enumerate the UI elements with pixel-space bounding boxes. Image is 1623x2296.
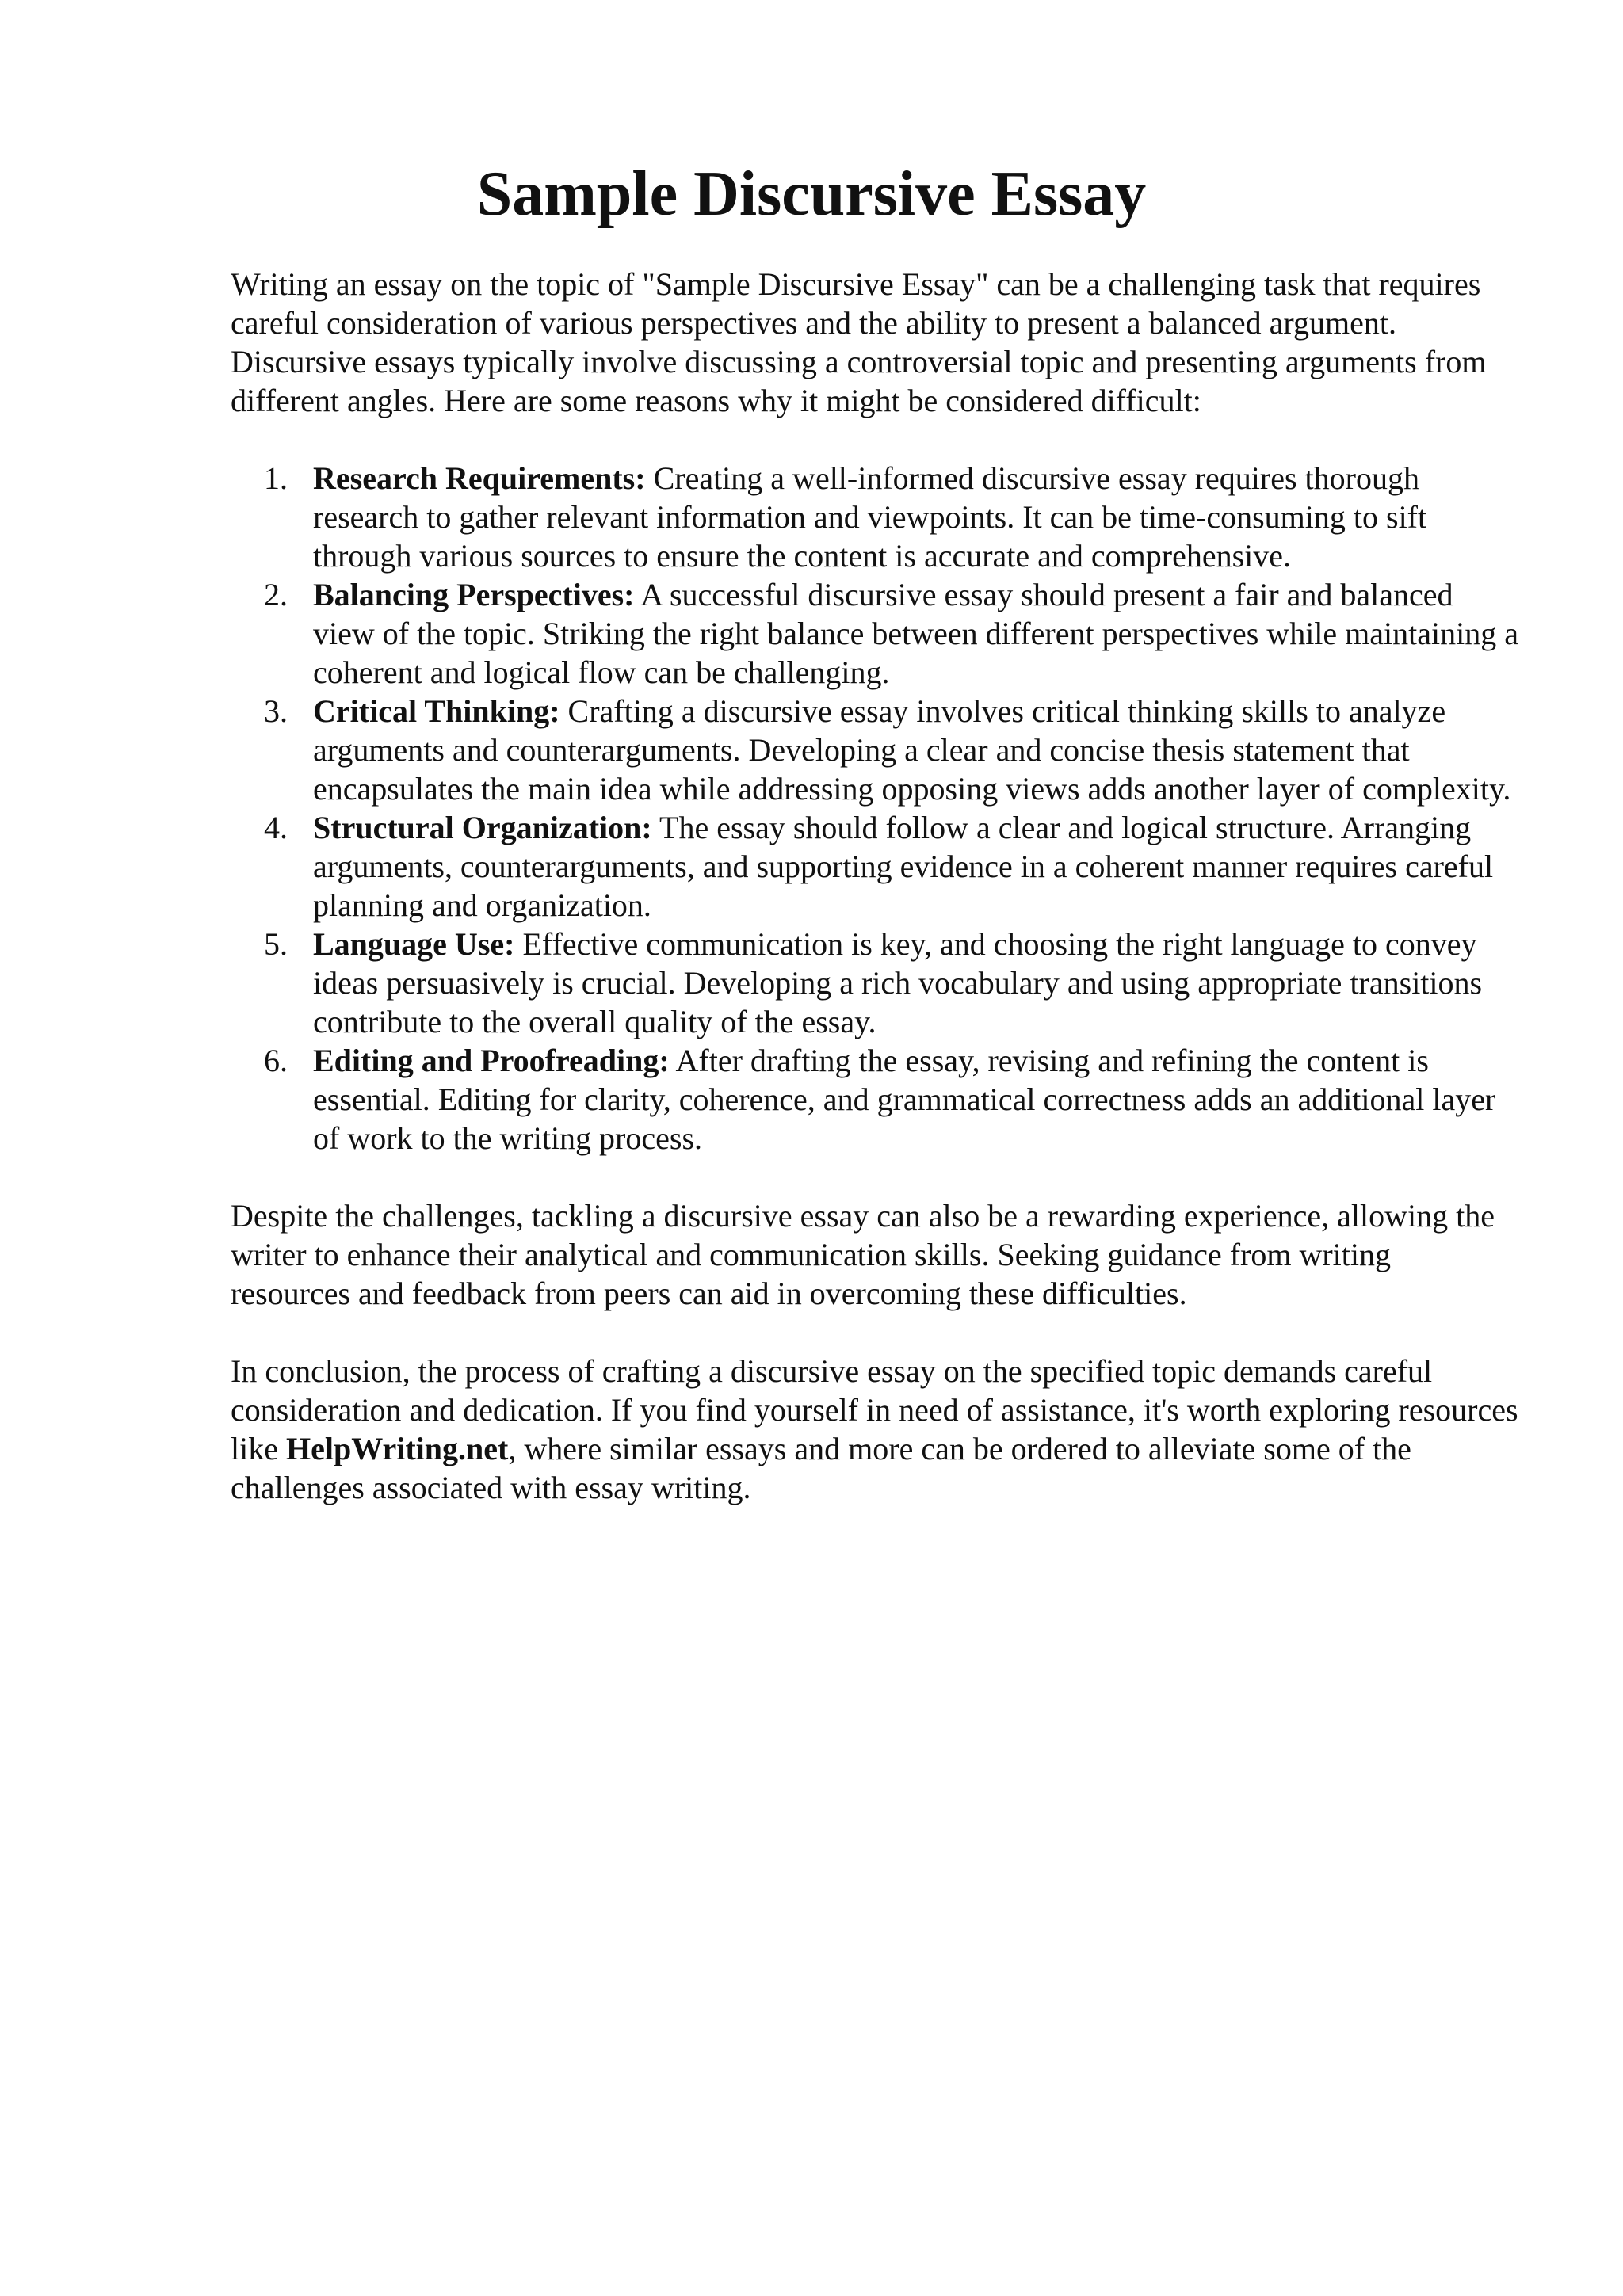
list-text: Effective communication is key, and choosing the right language to convey ideas persuasively is crucial. Developing a rich vocabulary and using appropriate transitions contribute to the overall quality of the essay. <box>313 926 1483 1039</box>
conclusion-text-after: , where similar essays and more can be ordered to alleviate some of the challenges associated with essay writing. <box>231 1431 1411 1505</box>
despite-paragraph: Despite the challenges, tackling a discursive essay can also be a rewarding experience, allowing the writer to enhance their analytical and communication skills. Seeking guidance from writing resources and feedback from peers can aid in overcoming these difficulties. <box>231 1198 1495 1311</box>
list-text: The essay should follow a clear and logical structure. Arranging arguments, counterarguments, and supporting evidence in a coherent manner requires careful planning and organization. <box>313 810 1494 923</box>
list-text: After drafting the essay, revising and refining the content is essential. Editing for clarity, coherence, and grammatical correctness adds an additional layer of work to the writing process. <box>313 1043 1496 1156</box>
intro-paragraph: Writing an essay on the topic of "Sample Discursive Essay" can be a challenging task that requires careful consideration of various perspectives and the ability to present a balanced argument. Discursive essays typically involve discussing a controversial topic and presenting arguments from different angles. Here are some reasons why it might be considered difficult: <box>231 266 1487 418</box>
list-number: 5. <box>264 926 288 962</box>
essay-body <box>231 265 1518 1507</box>
list-term: Research Requirements: <box>313 460 646 496</box>
page-title: Sample Discursive Essay <box>476 159 1147 229</box>
list-item <box>231 459 1518 575</box>
list-text: Crafting a discursive essay involves critical thinking skills to analyze arguments and counterarguments. Developing a clear and concise thesis statement that encapsulates the main idea while addressing opposing views adds another layer of complexity. <box>313 693 1511 807</box>
list-number: 3. <box>264 693 288 729</box>
reasons-list <box>231 459 1518 1158</box>
list-item <box>231 808 1518 925</box>
list-number: 2. <box>264 577 288 612</box>
list-term: Structural Organization: <box>313 810 652 845</box>
conclusion-paragraph <box>231 1352 1518 1507</box>
list-term: Editing and Proofreading: <box>313 1043 670 1078</box>
list-item <box>231 692 1518 808</box>
list-text: Creating a well-informed discursive essay requires thorough research to gather relevant information and viewpoints. It can be time-consuming to sift through various sources to ensure the content is accurate and comprehensive. <box>313 460 1427 574</box>
list-term: Balancing Perspectives: <box>313 577 635 612</box>
list-number: 4. <box>264 810 288 845</box>
brand-name: HelpWriting.net <box>285 1431 509 1466</box>
conclusion-text-before: In conclusion, the process of crafting a discursive essay on the specified topic demands careful consideration and dedication. If you find yourself in need of assistance, it's worth exploring resources like <box>231 1353 1518 1466</box>
list-term: Language Use: <box>313 926 515 962</box>
list-item <box>231 575 1518 692</box>
list-item <box>231 1041 1518 1158</box>
list-item <box>231 925 1518 1041</box>
list-text: A successful discursive essay should present a fair and balanced view of the topic. Striking the right balance between different perspectives while maintaining a coherent and logical flow can be challenging. <box>313 577 1518 690</box>
list-number: 1. <box>264 460 288 496</box>
list-number: 6. <box>264 1043 288 1078</box>
list-term: Critical Thinking: <box>313 693 560 729</box>
